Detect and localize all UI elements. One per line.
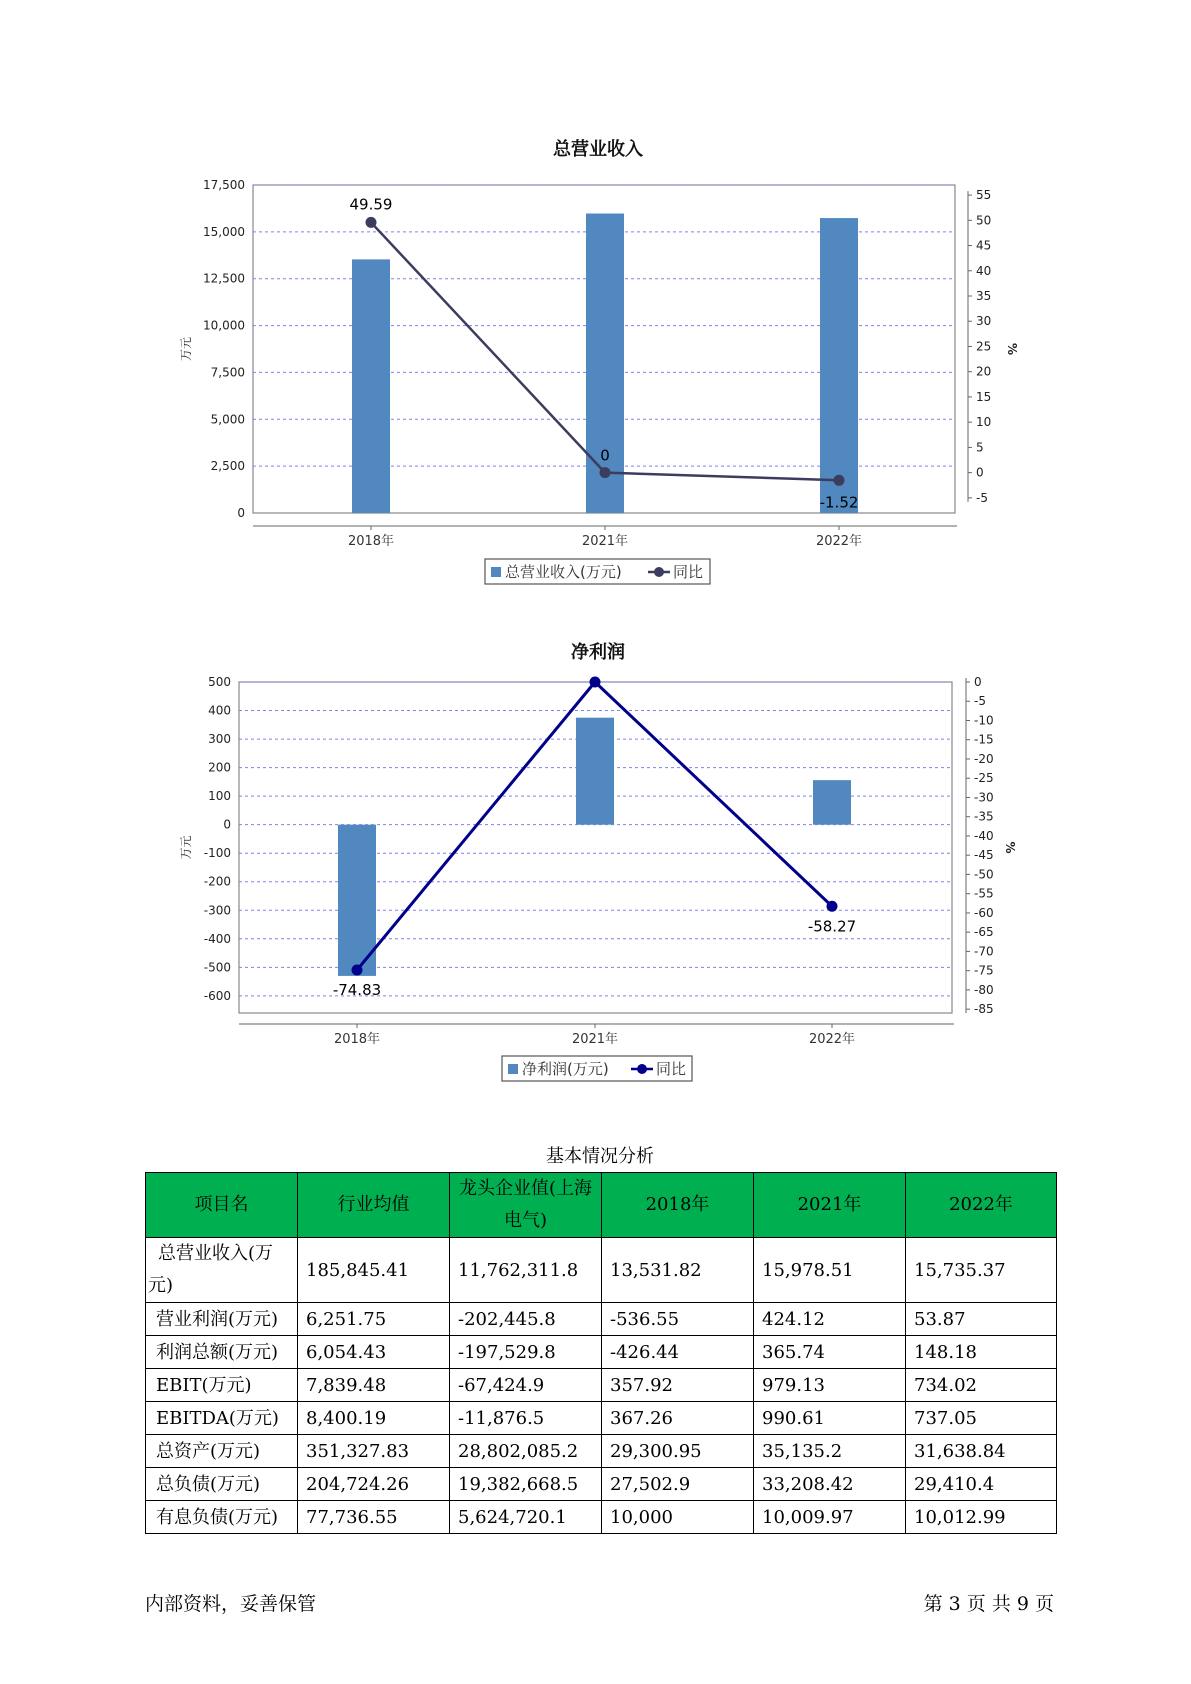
y2-tick-label: -55 [974,886,994,901]
table-cell: 有息负债(万元) [146,1501,298,1534]
table-cell: 29,410.4 [906,1468,1057,1501]
y-tick-label: 500 [208,675,231,689]
basic-analysis-table [145,1172,1057,1534]
table-cell: -197,529.8 [450,1336,602,1369]
legend-label: 总营业收入(万元) [505,563,622,581]
table-cell: 31,638.84 [906,1435,1057,1468]
table-row [146,1369,1057,1402]
y2-tick-label: 45 [976,238,992,253]
y-tick-label: 400 [208,703,231,718]
legend-line-marker [654,567,664,577]
table-row [146,1336,1057,1369]
y2-tick-label: -15 [974,732,994,747]
y2-tick-label: -20 [974,751,994,766]
table-cell: 总资产(万元) [146,1435,298,1468]
table-row [146,1468,1057,1501]
y2-tick-label: 20 [976,364,992,379]
table-cell: -536.55 [602,1303,754,1336]
revenue-chart [0,130,1191,600]
table-row [146,1501,1057,1534]
bar [352,259,390,513]
y2-tick-label: 55 [976,188,992,203]
y2-tick-label: 40 [976,263,992,278]
table-cell: 6,251.75 [298,1303,450,1336]
table-cell: 29,300.95 [602,1435,754,1468]
y-axis-label: 万元 [179,336,193,362]
table-cell: 737.05 [906,1402,1057,1435]
table-cell: 19,382,668.5 [450,1468,602,1501]
table-cell: -202,445.8 [450,1303,602,1336]
y2-tick-label: 0 [976,465,984,480]
table-cell: 148.18 [906,1336,1057,1369]
y2-tick-label: -40 [974,828,994,843]
y-tick-label: 0 [237,506,245,520]
data-label: -1.52 [819,493,859,512]
y-tick-label: 17,500 [203,178,245,192]
table-cell: 8,400.19 [298,1402,450,1435]
y-tick-label: 100 [208,789,231,804]
y-tick-label: 300 [208,732,231,747]
x-tick-label: 2018年 [347,534,395,549]
table-cell: 351,327.83 [298,1435,450,1468]
table-cell: 53.87 [906,1303,1057,1336]
line-point [352,965,363,976]
y2-tick-label: -65 [974,925,994,940]
legend-line-marker [637,1064,647,1074]
line-point [834,475,845,486]
table-cell: -426.44 [602,1336,754,1369]
line-point [366,217,377,228]
line-point [600,467,611,478]
y-tick-label: 7,500 [210,365,245,380]
y-tick-label: -300 [203,903,231,918]
table-cell: 27,502.9 [602,1468,754,1501]
table-cell: 10,009.97 [754,1501,906,1534]
table-header-cell: 行业均值 [298,1173,450,1238]
y-tick-label: 10,000 [203,318,245,333]
y2-tick-label: -75 [974,963,994,978]
table-cell: 7,839.48 [298,1369,450,1402]
y-tick-label: -400 [203,931,231,946]
table-cell: 11,762,311.8 [450,1238,602,1303]
table-row [146,1435,1057,1468]
y-tick-label: 0 [223,817,231,832]
table-header-cell: 2018年 [602,1173,754,1238]
table-header-row [146,1173,1057,1238]
table-cell: 185,845.41 [298,1238,450,1303]
y-tick-label: -500 [203,960,231,975]
legend-bar-swatch [491,567,501,577]
y2-tick-label: -25 [974,771,994,786]
x-tick-label: 2021年 [571,1032,619,1047]
y2-tick-label: -70 [974,944,994,959]
chart-title: 净利润 [571,642,625,663]
table-cell: 204,724.26 [298,1468,450,1501]
line-point [827,901,838,912]
confidential-note: 内部资料，妥善保管 [145,1593,317,1615]
legend-label: 净利润(万元) [522,1060,609,1078]
y-tick-label: 12,500 [203,271,245,286]
table-cell: -11,876.5 [450,1402,602,1435]
y2-tick-label: 0 [974,675,982,689]
table-cell: -67,424.9 [450,1369,602,1402]
y-tick-label: 5,000 [210,412,245,427]
table-cell: 利润总额(万元) [146,1336,298,1369]
data-label: 49.59 [349,195,393,214]
y2-tick-label: -80 [974,982,994,997]
x-tick-label: 2021年 [581,534,629,549]
data-label: -58.27 [807,917,857,936]
table-cell: 6,054.43 [298,1336,450,1369]
y-tick-label: 15,000 [203,224,245,239]
table-cell: 33,208.42 [754,1468,906,1501]
table-cell: 总负债(万元) [146,1468,298,1501]
table-cell: 357.92 [602,1369,754,1402]
y2-tick-label: 15 [976,389,992,404]
table-cell: 365.74 [754,1336,906,1369]
x-tick-label: 2022年 [808,1032,856,1047]
legend-label: 同比 [673,563,704,581]
table-cell: 28,802,085.2 [450,1435,602,1468]
y2-tick-label: -5 [974,694,986,709]
table-cell: 15,735.37 [906,1238,1057,1303]
y-tick-label: 200 [208,760,231,775]
y-tick-label: 2,500 [210,459,245,474]
table-cell: 367.26 [602,1402,754,1435]
page-number: 第 3 页 共 9 页 [923,1593,1054,1615]
legend-label: 同比 [656,1060,687,1078]
y2-tick-label: -10 [974,713,994,728]
y2-axis-label: % [1005,342,1019,356]
table-cell: 10,000 [602,1501,754,1534]
data-label: 0 [600,446,610,465]
line-point [590,677,601,688]
table-cell: EBITDA(万元) [146,1402,298,1435]
net-profit-chart [0,630,1191,1090]
table-header-cell: 2022年 [906,1173,1057,1238]
table-header-cell: 2021年 [754,1173,906,1238]
table-row [146,1303,1057,1336]
bar [813,780,851,825]
y-axis-label: 万元 [179,835,193,860]
x-tick-label: 2022年 [815,534,863,549]
y2-tick-label: -45 [974,848,994,863]
table-cell: 35,135.2 [754,1435,906,1468]
table-cell: 424.12 [754,1303,906,1336]
data-label: -74.83 [332,981,382,1000]
table-cell: 979.13 [754,1369,906,1402]
table-row [146,1402,1057,1435]
y2-tick-label: 35 [976,289,992,304]
y2-axis-label: % [1003,841,1017,854]
chart-title: 总营业收入 [553,139,643,160]
y2-tick-label: 10 [976,415,992,430]
x-tick-label: 2018年 [333,1032,381,1047]
table-cell: 营业利润(万元) [146,1303,298,1336]
y-tick-label: -600 [203,988,231,1003]
table-cell: 10,012.99 [906,1501,1057,1534]
y2-tick-label: -30 [974,790,994,805]
table-cell: 5,624,720.1 [450,1501,602,1534]
y2-tick-label: 30 [976,314,992,329]
y2-tick-label: 50 [976,213,992,228]
legend-bar-swatch [508,1064,518,1074]
table-cell: 总营业收入(万元) [146,1238,298,1303]
table-title: 基本情况分析 [546,1146,654,1167]
y2-tick-label: -85 [974,1002,994,1017]
y2-tick-label: -50 [974,867,994,882]
table-cell: 15,978.51 [754,1238,906,1303]
y2-tick-label: -35 [974,809,994,824]
y2-tick-label: 25 [976,339,992,354]
y2-tick-label: -60 [974,905,994,920]
y2-tick-label: 5 [976,440,984,455]
table-header-cell: 龙头企业值(上海电气) [450,1173,602,1238]
y-tick-label: -100 [203,846,231,861]
table-cell: EBIT(万元) [146,1369,298,1402]
y2-tick-label: -5 [976,490,988,505]
table-header-cell: 项目名 [146,1173,298,1238]
bar [576,718,614,825]
table-row [146,1238,1057,1303]
table-cell: 13,531.82 [602,1238,754,1303]
table-cell: 990.61 [754,1402,906,1435]
y-tick-label: -200 [203,874,231,889]
bar [820,218,858,513]
table-cell: 734.02 [906,1369,1057,1402]
table-cell: 77,736.55 [298,1501,450,1534]
